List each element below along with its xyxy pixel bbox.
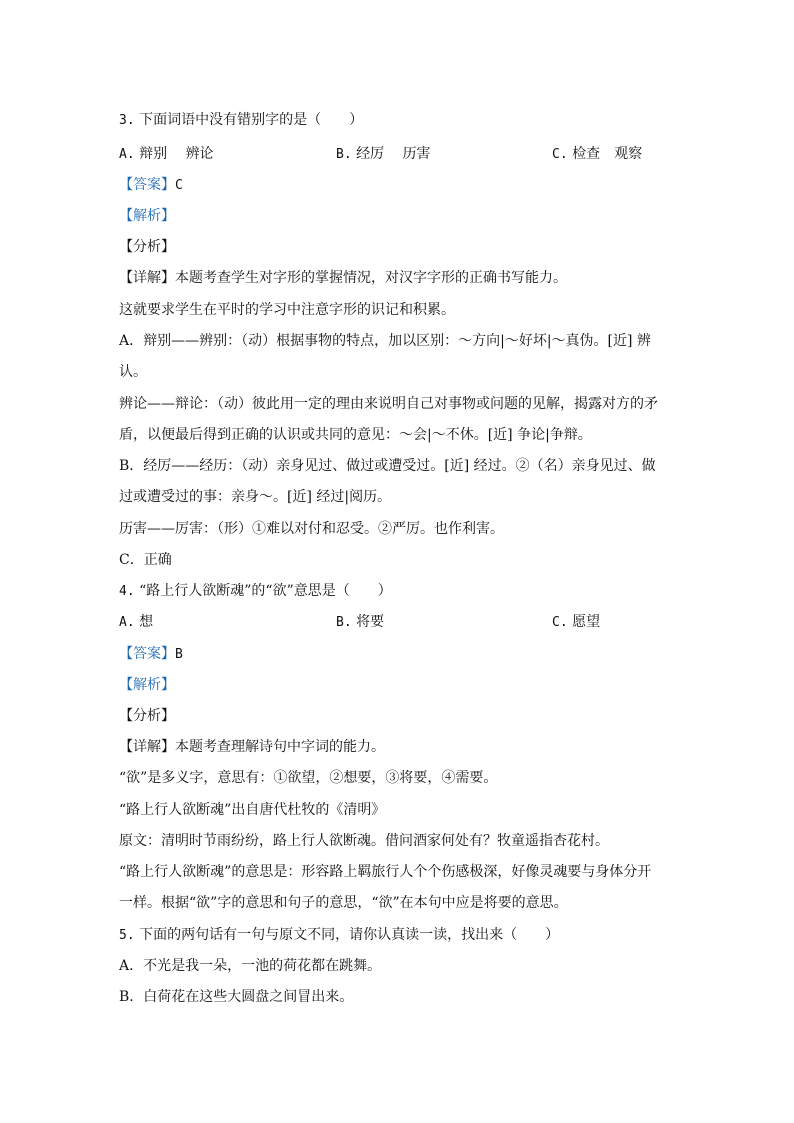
- q3-option-b: B. 经厉 历害: [336, 146, 431, 162]
- xiangjie-tag: 【详解】: [119, 270, 175, 286]
- q3-line-3: 认。: [119, 364, 147, 380]
- q3-option-a: A. 辩别 辨论: [119, 146, 214, 162]
- q4-option-c: C. 愿望: [552, 614, 601, 630]
- q3-options: [119, 144, 679, 164]
- q5-option-b: B．白荷花在这些大圆盘之间冒出来。: [119, 989, 354, 1005]
- q4-line-1: “欲”是多义字，意思有：①欲望，②想要，③将要，④需要。: [119, 770, 498, 786]
- q3-line-8: 历害——厉害：（形）①难以对付和忍受。②严厉。也作利害。: [119, 521, 504, 537]
- q4-fenxi-tag: 【分析】: [119, 708, 175, 724]
- q5-stem: [119, 925, 559, 946]
- q4-number: 4.: [119, 584, 135, 599]
- q3-line-1: 这就要求学生在平时的学习中注意字形的识记和积累。: [119, 302, 455, 318]
- q3-stem: [119, 110, 363, 131]
- q4-option-b: B. 将要: [336, 614, 385, 630]
- q4-options: [119, 612, 679, 632]
- q3-fenxi-tag: 【分析】: [119, 239, 175, 255]
- q4-answer: [119, 644, 183, 665]
- q4-stem: [119, 581, 392, 602]
- q4-line-4: “路上行人欲断魂”的意思是：形容路上羁旅行人个个伤感极深，好像灵魂要与身体分开: [119, 864, 652, 880]
- q5-stem-text: 下面的两句话有一句与原文不同，请你认真读一读，找出来（ ）: [139, 927, 560, 943]
- xiangjie-text: 本题考查理解诗句中字词的能力。: [175, 739, 385, 755]
- q4-line-3: 原文：清明时节雨纷纷，路上行人欲断魂。借问酒家何处有？牧童遥指杏花村。: [119, 833, 609, 849]
- q3-xiangjie: [119, 268, 567, 288]
- q3-stem-text: 下面词语中没有错别字的是（ ）: [139, 112, 364, 128]
- xiangjie-text: 本题考查学生对字形的掌握情况，对汉字字形的正确书写能力。: [175, 270, 567, 286]
- q3-line-2: A．辩别——辨别：（动）根据事物的特点，加以区别：～方向|～好坏|～真伪。[近] 辨: [119, 333, 651, 349]
- answer-value: C: [175, 178, 183, 193]
- q3-line-5: 盾，以便最后得到正确的认识或共同的意见：～会|～不休。[近] 争论|争辩。: [119, 427, 592, 443]
- answer-tag: 【答案】: [119, 177, 175, 193]
- q4-option-a: A. 想: [119, 614, 154, 630]
- q3-line-7: 过或遭受过的事：亲身～。[近] 经过|阅历。: [119, 489, 392, 505]
- answer-value: B: [175, 647, 183, 662]
- q4-xiangjie: [119, 737, 385, 757]
- q3-answer: [119, 175, 183, 196]
- q3-jiexi-tag: 【解析】: [119, 208, 175, 224]
- q3-number: 3.: [119, 113, 135, 128]
- q4-jiexi-tag: 【解析】: [119, 677, 175, 693]
- xiangjie-tag: 【详解】: [119, 739, 175, 755]
- q3-option-c: C. 检查 观察: [552, 146, 643, 162]
- q4-line-2: “路上行人欲断魂”出自唐代杜牧的《清明》: [119, 802, 386, 818]
- q4-line-5: 一样。根据“欲”字的意思和句子的意思，“欲”在本句中应是将要的意思。: [119, 895, 568, 911]
- q3-line-4: 辨论——辩论：（动）彼此用一定的理由来说明自己对事物或问题的见解，揭露对方的矛: [119, 396, 658, 412]
- q3-line-9: C．正确: [119, 552, 172, 568]
- q5-number: 5.: [119, 928, 135, 943]
- answer-tag: 【答案】: [119, 646, 175, 662]
- q3-line-6: B．经厉——经历：（动）亲身见过、做过或遭受过。[近] 经过。②（名）亲身见过、做: [119, 458, 656, 474]
- q4-stem-text: “路上行人欲断魂”的“欲”意思是（ ）: [139, 583, 392, 599]
- q5-option-a: A．不光是我一朵，一池的荷花都在跳舞。: [119, 958, 382, 974]
